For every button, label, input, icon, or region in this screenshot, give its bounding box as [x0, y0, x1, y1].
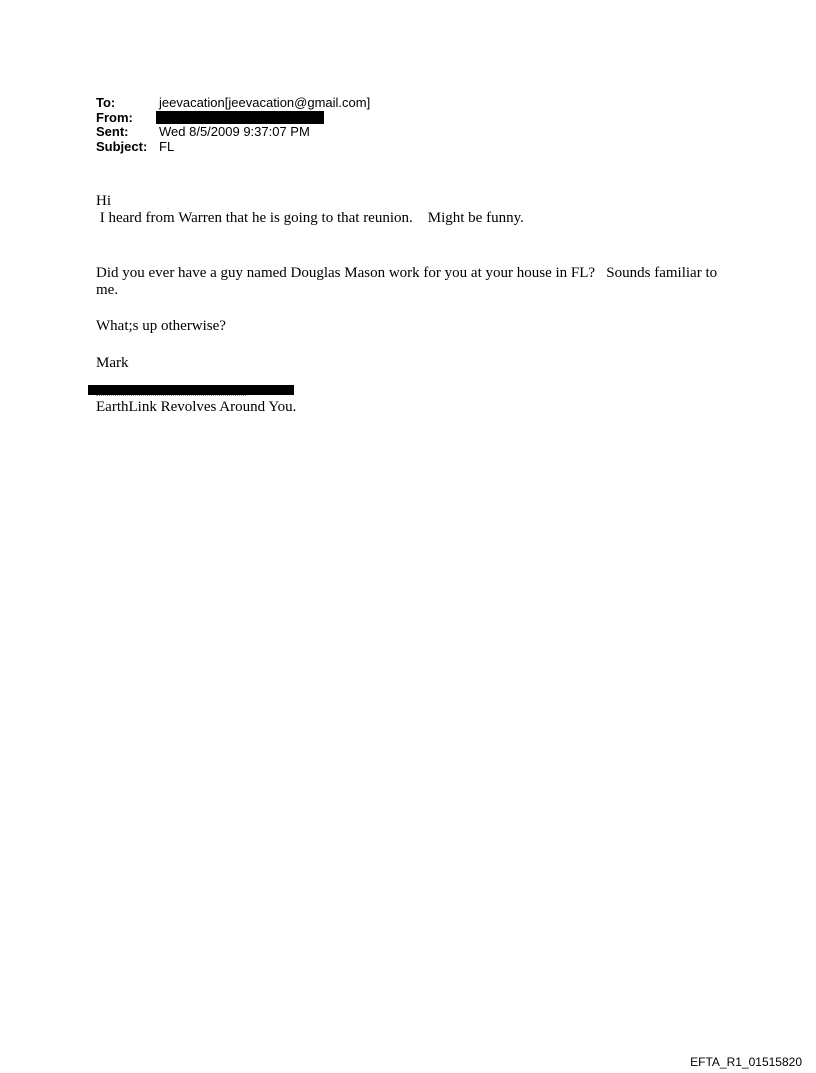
sent-row [96, 125, 370, 140]
to-value: jeevacation[jeevacation@gmail.com] [159, 95, 371, 110]
from-redaction-bar [156, 111, 324, 124]
signature-email-redaction [96, 385, 306, 399]
email-body [96, 193, 736, 416]
sent-label: Sent: [96, 124, 129, 139]
subject-value: FL [159, 138, 175, 154]
from-value [159, 111, 324, 126]
body-line-1: I heard from Warren that he is going to that reunion. Might be funny. [96, 210, 524, 226]
signature-tagline: EarthLink Revolves Around You. [96, 399, 297, 415]
sent-value: Wed 8/5/2009 9:37:07 PM [159, 124, 310, 139]
from-label: From: [96, 109, 133, 125]
body-paragraph-3: What;s up otherwise? [96, 318, 226, 334]
document-id: EFTA_R1_01515820 [690, 1055, 802, 1069]
signoff: Mark [96, 355, 129, 371]
from-row [96, 111, 370, 126]
signature-redaction-bar [88, 385, 294, 395]
subject-row [96, 140, 370, 155]
signature-link-underline [96, 395, 246, 397]
body-paragraph-2: Did you ever have a guy named Douglas Mason work for you at your house in FL? Sounds familiar to me. [96, 265, 721, 298]
subject-label: Subject: [96, 138, 148, 154]
email-header [96, 96, 370, 154]
greeting: Hi [96, 193, 111, 209]
to-label: To: [96, 95, 116, 110]
to-row [96, 96, 370, 111]
